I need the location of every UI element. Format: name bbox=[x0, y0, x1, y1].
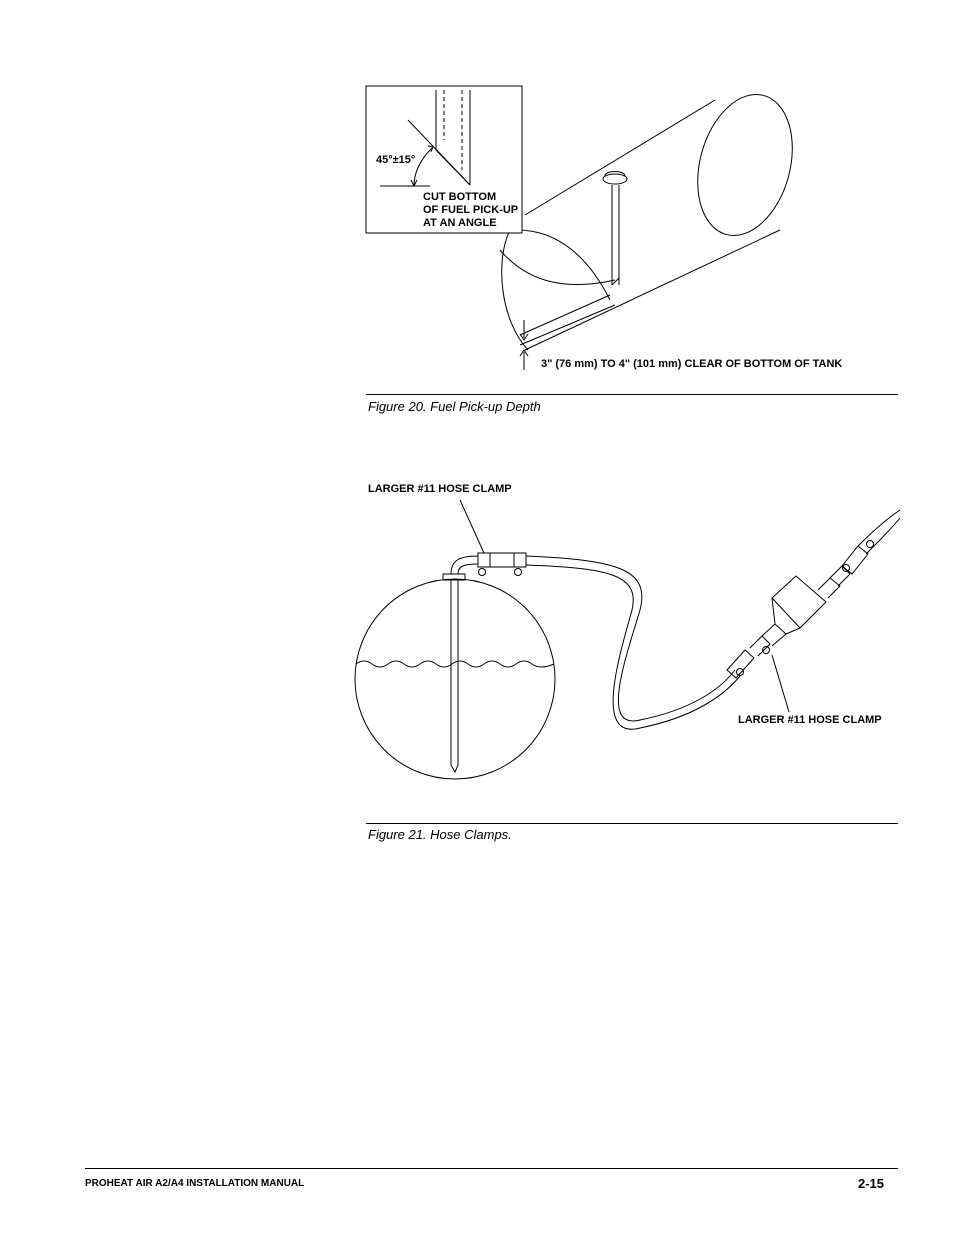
manual-title: PROHEAT AIR A2/A4 INSTALLATION MANUAL bbox=[85, 1178, 305, 1189]
cut-note-line-3: AT AN ANGLE bbox=[423, 217, 497, 229]
clearance-note: 3" (76 mm) TO 4" (101 mm) CLEAR OF BOTTOM OF TANK bbox=[541, 358, 843, 370]
figure-21-rule bbox=[366, 823, 898, 824]
right-clamp bbox=[727, 650, 754, 678]
cut-note-line-2: OF FUEL PICK-UP bbox=[423, 204, 519, 216]
hose-clamp-top bbox=[478, 553, 526, 567]
hose-clamp-label-right: LARGER #11 HOSE CLAMP bbox=[738, 714, 882, 726]
figure-21-caption: Figure 21. Hose Clamps. bbox=[368, 827, 512, 842]
fuel-filter-body bbox=[772, 576, 826, 628]
fuel-tank-circle bbox=[355, 579, 555, 779]
page-number: 2-15 bbox=[858, 1176, 885, 1191]
angle-label: 45°±15° bbox=[376, 154, 416, 166]
hose-clamp-label-top: LARGER #11 HOSE CLAMP bbox=[368, 483, 512, 495]
figure-20-caption: Figure 20. Fuel Pick-up Depth bbox=[368, 399, 541, 414]
fuel-level-line bbox=[356, 661, 554, 667]
cut-note-line-1: CUT BOTTOM bbox=[423, 191, 497, 203]
footer-rule bbox=[85, 1168, 898, 1169]
